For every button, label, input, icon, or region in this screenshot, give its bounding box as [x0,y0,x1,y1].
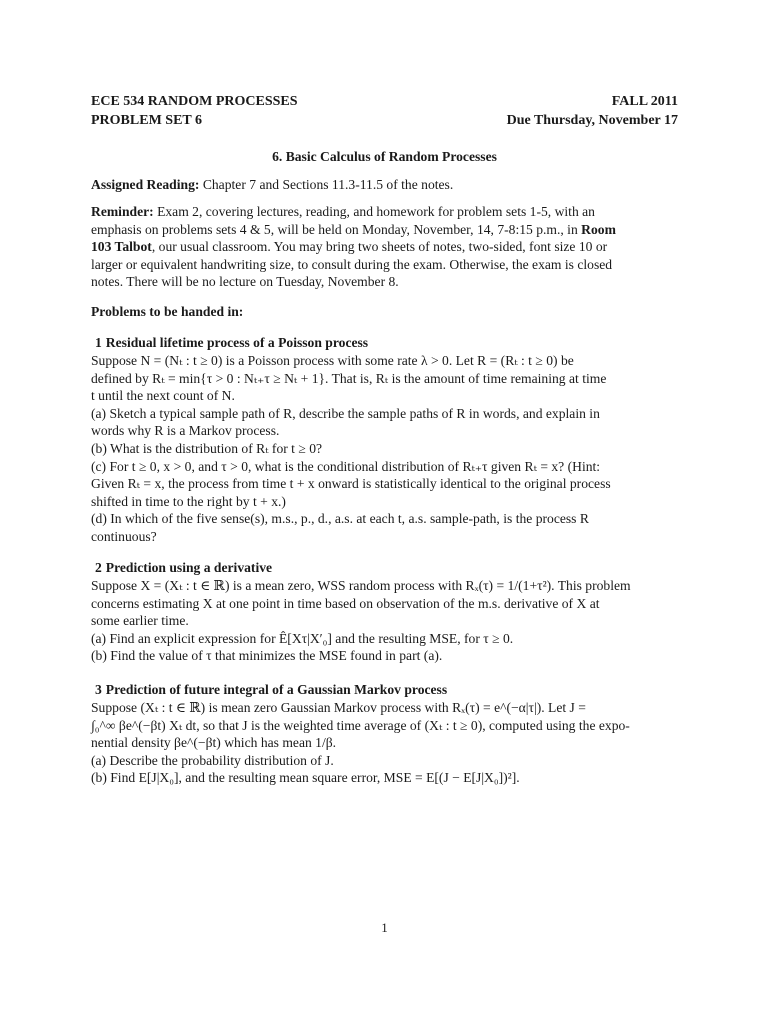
problem-1-line: defined by Rₜ = min{τ > 0 : Nₜ₊τ ≥ Nₜ + 1}. That is, Rₜ is the amount of time remaining at time [91,370,607,386]
problem-2-line: (a) Find an explicit expression for Ê[Xτ|X′₀] and the resulting MSE, for τ ≥ 0. [91,630,514,646]
problem-3-heading [91,681,678,699]
course-title: ECE 534 RANDOM PROCESSES [91,94,298,109]
problem-3-line: Suppose (Xₜ : t ∈ ℝ) is mean zero Gaussian Markov process with Rₓ(τ) = e^(−α|τ|). Let J = [91,700,586,715]
problem-1-line: (d) In which of the five sense(s), m.s., p., d., a.s. at each t, a.s. sample-path, is the process R [91,511,589,527]
problem-3-title: Prediction of future integral of a Gaussian Markov process [105,682,448,697]
problem-3-line: (b) Find E[J|X₀], and the resulting mean square error, MSE = E[(J − E[J|X₀])²]. [91,770,520,786]
header-row-2 [91,112,678,130]
problem-set-label: PROBLEM SET 6 [91,113,202,128]
handed-in-heading: Problems to be handed in: [91,304,244,319]
reminder-label: Reminder: [91,204,154,219]
problem-2-line: concerns estimating X at one point in time based on observation of the m.s. derivative of X at [91,595,600,611]
reminder-line-4: larger or equivalent handwriting size, to consult during the exam. Otherwise, the exam is closed [91,256,613,272]
assigned-reading-text: Chapter 7 and Sections 11.3-11.5 of the notes. [202,177,454,192]
problem-2-line: (b) Find the value of τ that minimizes the MSE found in part (a). [91,648,443,664]
problem-1-title: Residual lifetime process of a Poisson process [105,335,369,350]
term: FALL 2011 [611,94,678,109]
problem-1-line: (b) What is the distribution of Rₜ for t ≥ 0? [91,440,323,456]
reminder-line-5: notes. There will be no lecture on Tuesday, November 8. [91,274,399,290]
reminder-line-3: our usual classroom. You may bring two sheets of notes, two-sided, font size 10 or [158,239,608,255]
problem-2-heading [91,559,678,577]
reminder-room-sep: , [151,239,156,255]
problem-2-line: some earlier time. [91,613,189,629]
problem-1-line: (c) For t ≥ 0, x > 0, and τ > 0, what is the conditional distribution of Rₜ₊τ given Rₜ = x? (Hint: [91,458,601,474]
assigned-reading [91,176,678,194]
problem-set-page [91,0,678,1024]
page-number: 1 [381,920,388,935]
problem-1-line: Given Rₜ = x, the process from time t + x onward is statistically identical to the original process [91,476,611,492]
page-title: 6. Basic Calculus of Random Processes [272,149,497,164]
reminder-line-2: emphasis on problems sets 4 & 5, will be held on Monday, November, 14, 7-8:15 p.m., in [91,221,578,237]
reminder-room-a: Room [581,221,616,237]
problem-3-number: 3 [95,682,102,697]
header-row-1 [91,93,678,111]
problem-1-line: shifted in time to the right by t + x.) [91,493,286,509]
problem-1-line: words why R is a Markov process. [91,423,280,439]
reminder-room-b: 103 Talbot [91,239,152,255]
problem-2-line: Suppose X = (Xₜ : t ∈ ℝ) is a mean zero, WSS random process with Rₓ(τ) = 1/(1+τ²). This problem [91,578,631,593]
problem-3-body [91,699,678,787]
due-date: Due Thursday, November 17 [506,113,678,128]
problem-1-heading [91,334,678,352]
problem-1-line: Suppose N = (Nₜ : t ≥ 0) is a Poisson process with some rate λ > 0. Let R = (Rₜ : t ≥ 0) be [91,353,574,368]
problem-2-number: 2 [95,560,102,575]
problem-1-line: (a) Sketch a typical sample path of R, describe the sample paths of R in words, and explain in [91,405,600,421]
problem-1-body [91,352,678,546]
problem-1-line: t until the next count of N. [91,388,235,404]
reminder-line-1: Exam 2, covering lectures, reading, and homework for problem sets 1-5, with an [157,204,595,219]
problem-2-body [91,577,678,665]
problem-1-line: continuous? [91,528,157,544]
problem-1-number: 1 [95,335,102,350]
problem-3-line: (a) Describe the probability distribution of J. [91,752,334,768]
problem-2-title: Prediction using a derivative [105,560,273,575]
problem-3-line: nential density βe^(−βt) which has mean 1/β. [91,735,337,751]
problem-3-line: ∫₀^∞ βe^(−βt) Xₜ dt, so that J is the weighted time average of (Xₜ : t ≥ 0), computed using the expo- [91,717,630,733]
reminder [91,203,678,291]
assigned-reading-label: Assigned Reading: [91,177,200,192]
